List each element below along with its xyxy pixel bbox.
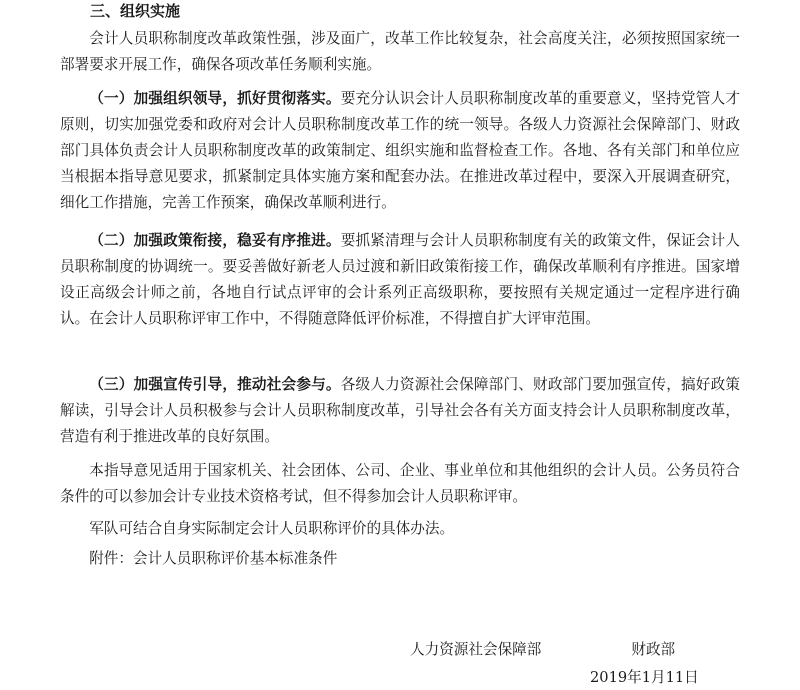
item1-body: 要充分认识会计人员职称制度改革的重要意义，坚持党管人才原则，切实加强党委和政府对会计人员职称制度改革工作的统一领导。各级人力资源社会保障部门、财政部门具体负责会计人员职称制度改革的政策制定、组织实施和监督检查工作。各地、各有关部门和单位应当根据本指导意见要求，抓紧制定具体实施方案和配套办法。在推进改革过程中，要深入开展调查研究，细化工作措施，完善工作预案，确保改革顺利进行。	[60, 90, 740, 211]
scope-paragraph: 本指导意见适用于国家机关、社会团体、公司、企业、事业单位和其他组织的会计人员。公务员符合条件的可以参加会计专业技术资格考试，但不得参加会计人员职称评审。	[60, 462, 740, 505]
military-paragraph: 军队可结合自身实际制定会计人员职称评价的具体办法。	[89, 520, 455, 537]
signature-row	[410, 638, 675, 659]
issue-date: 2019年1月11日	[590, 669, 699, 686]
item3-title: （三）加强宣传引导，推动社会参与。	[89, 376, 341, 393]
item3-paragraph	[60, 372, 740, 450]
item2-paragraph	[60, 228, 740, 332]
signature-finance-ministry: 财政部	[631, 641, 676, 658]
attachment-line: 附件：会计人员职称评价基本标准条件	[89, 550, 338, 567]
intro-paragraph: 会计人员职称制度改革政策性强，涉及面广，改革工作比较复杂，社会高度关注，必须按照国家统一部署要求开展工作，确保各项改革任务顺利实施。	[60, 30, 740, 73]
item2-title: （二）加强政策衔接，稳妥有序推进。	[89, 232, 341, 249]
item3-body: 各级人力资源社会保障部门、财政部门要加强宣传，搞好政策解读，引导会计人员积极参与会计人员职称制度改革，引导社会各有关方面支持会计人员职称制度改革，营造有利于推进改革的良好氛围。	[60, 376, 740, 445]
section-heading: 三、组织实施	[90, 2, 181, 20]
item2-body: 要抓紧清理与会计人员职称制度有关的政策文件，保证会计人员职称制度的协调统一。要妥善做好新老人员过渡和新旧政策衔接工作，确保改革顺利有序推进。国家增设正高级会计师之前，各地自行试点评审的会计系列正高级职称，要按照有关规定通过一定程序进行确认。在会计人员职称评审工作中，不得随意降低评价标准，不得擅自扩大评审范围。	[60, 232, 740, 327]
item1-paragraph	[60, 86, 740, 216]
item1-title: （一）加强组织领导，抓好贯彻落实。	[89, 90, 341, 107]
signature-hr-ministry: 人力资源社会保障部	[410, 641, 542, 658]
